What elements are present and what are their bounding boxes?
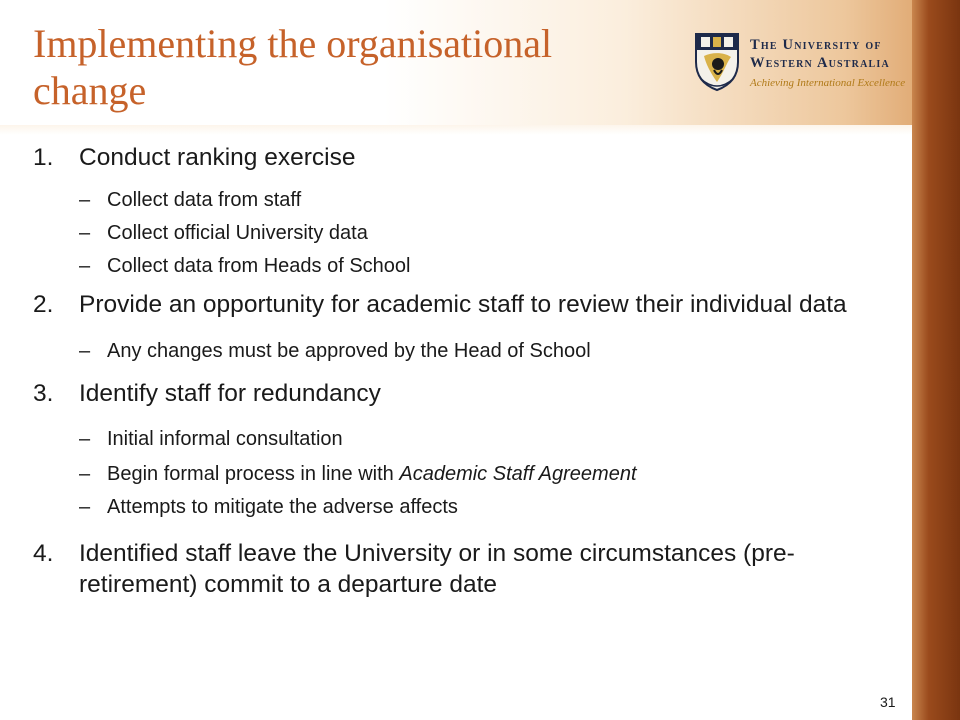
sub-item — [33, 338, 903, 364]
list-item — [33, 289, 903, 320]
slide-title: Implementing the organisational change — [33, 21, 553, 113]
sub-item-dash: – — [79, 428, 91, 450]
crest-icon — [694, 32, 740, 92]
logo-name-line1: The University of — [750, 37, 882, 53]
list-item — [33, 538, 839, 600]
agreement-name: Academic Staff Agreement — [399, 463, 637, 485]
logo-name-line2: Western Australia — [750, 55, 890, 71]
sub-item-dash: – — [79, 222, 91, 244]
slide-content — [33, 140, 903, 600]
sub-item-dash: – — [79, 340, 91, 362]
list-item — [33, 378, 903, 409]
list-item — [33, 142, 903, 173]
header-gradient-fade — [0, 125, 912, 135]
list-item-number: 3. — [33, 380, 54, 407]
sub-item — [33, 494, 903, 520]
sub-item-text: Any changes must be approved by the Head of School — [107, 340, 591, 362]
sub-item-dash: – — [79, 463, 91, 485]
sub-item-text: Collect data from staff — [107, 189, 302, 211]
sub-item — [33, 220, 903, 246]
list-item-number: 1. — [33, 144, 54, 171]
sub-item-text-plain: Begin formal process in line with — [107, 463, 400, 485]
sub-item-text — [107, 463, 637, 485]
list-item-text: Conduct ranking exercise — [79, 144, 356, 171]
list-item-number: 4. — [33, 540, 54, 567]
list-item-text: Identified staff leave the University or in some circumstances (pre-retirement) commit to a departure date — [79, 540, 795, 598]
right-decorative-band — [912, 0, 960, 720]
sub-item-text: Initial informal consultation — [107, 428, 343, 450]
sub-item-text: Collect data from Heads of School — [107, 255, 411, 277]
sub-item — [33, 426, 903, 452]
page-number: 31 — [880, 694, 896, 710]
sub-item-dash: – — [79, 189, 91, 211]
list-item-text: Identify staff for redundancy — [79, 380, 381, 407]
sub-item-text: Collect official University data — [107, 222, 368, 244]
logo-wordmark — [750, 36, 910, 90]
sub-item-dash: – — [79, 496, 91, 518]
sub-item — [33, 253, 903, 279]
list-item-number: 2. — [33, 291, 54, 318]
sub-item-dash: – — [79, 255, 91, 277]
sub-item-text: Attempts to mitigate the adverse affects — [107, 496, 458, 518]
sub-item — [33, 461, 903, 487]
list-item-text: Provide an opportunity for academic staff to review their individual data — [79, 291, 847, 318]
sub-item — [33, 187, 903, 213]
university-logo — [694, 30, 906, 96]
logo-motto: Achieving International Excellence — [750, 77, 906, 89]
